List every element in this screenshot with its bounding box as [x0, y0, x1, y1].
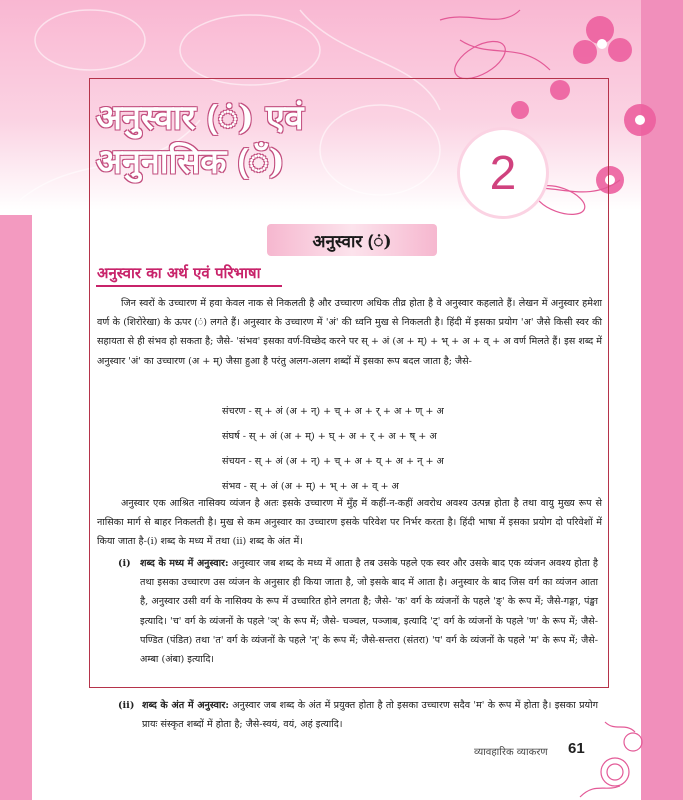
example-list [222, 399, 522, 499]
paragraph-usage: अनुस्वार एक आश्रित नासिक्य व्यंजन है अतः इसके उच्चारण में मुँह में कहीं-न-कहीं अवरोध अवश्य उत्पन्न होता है तथा वायु मुख्य रूप से नासिका मार्ग से बाहर निकलती है। मुख से कम अनुस्वार का उच्चारण इसके परिवेश पर निर्भर करता है। हिंदी भाषा में इसका प्रयोग दो परिवेशों में किया जाता है-(i) शब्द के मध्य में तथा (ii) शब्द के अंत में। [97, 498, 602, 548]
floral-footer-decoration [575, 712, 645, 800]
chapter-title [96, 96, 426, 184]
list-item-head: शब्द के अंत में अनुस्वार: [142, 700, 229, 711]
left-pink-band [0, 215, 32, 800]
chapter-title-line-1: अनुस्वार (ं) एवं [96, 98, 304, 138]
list-marker: (i) [118, 558, 131, 569]
list-item-head: शब्द के मध्य में अनुस्वार: [140, 558, 229, 569]
list-marker: (ii) [118, 700, 135, 711]
list-item-body [140, 554, 598, 669]
subsection-heading: अनुस्वार का अर्थ एवं परिभाषा [97, 264, 261, 282]
list-item-end [118, 696, 598, 736]
chapter-number-badge: 2 [460, 130, 546, 216]
list-item-middle [118, 554, 598, 694]
chapter-title-line-2: अनुनासिक (ँ) [96, 142, 285, 182]
list-item-body [142, 696, 598, 734]
section-heading: अनुस्वार (ं) [267, 224, 437, 256]
subsection-underline [96, 285, 282, 287]
page-number: 61 [568, 740, 585, 757]
footer-book-title: व्यावहारिक व्याकरण [474, 747, 548, 758]
example-line: संचरण - स् + अं (अ + न्) + च् + अ + र् + अ + ण् + अ [222, 406, 444, 417]
list-item-text: अनुस्वार जब शब्द के मध्य में आता है तब उसके पहले एक स्वर और उसके बाद एक व्यंजन अवश्य होता है तथा इसका उच्चारण उस व्यंजन के अनुसार ही किया जाता है, जो इसके बाद में आता है। अनुस्वार के बाद जिस वर्ग का व्यंजन आता है, अनुस्वार उसी वर्ग के नासिक्य के रूप में उच्चारित होने लगता है; जैसे- 'क' वर्ग के व्यंजनों के पहले 'ङ्' के रूप में; जैसे-गङ्गा, पंङ्खा इत्यादि। 'च' वर्ग के व्यंजनों के पहले 'ञ्' के रूप में; जैसे- चञ्चल, पञ्जाब, इत्यादि 'ट्' वर्ग के व्यंजनों के पहले 'ण' के रूप में; जैसे- पण्डित (पंडित) तथा 'त' वर्ग के व्यंजनों के पहले 'न्' के रूप में; जैसे-सन्तरा (संतरा) 'प' वर्ग के व्यंजनों के पहले 'म' के रूप में; जैसे- अम्बा (अंबा) इत्यादि। [140, 558, 599, 666]
list-item-text: अनुस्वार जब शब्द के अंत में प्रयुक्त होता है तो इसका उच्चारण सदैव 'म' के रूप में होता है। इसका प्रयोग प्रायः संस्कृत शब्दों में होता है; जैसे-स्वयं, वयं, अहं इत्यादि। [142, 700, 598, 731]
example-line: संचयन - स् + अं (अ + न्) + च् + अ + य् + अ + न् + अ [222, 456, 444, 467]
paragraph-definition: जिन स्वरों के उच्चारण में हवा केवल नाक से निकलती है और उच्चारण अधिक तीव्र होता है वे अनुस्वार कहलाते हैं। लेखन में अनुस्वार हमेशा वर्ण के (शिरोरेखा) के ऊपर (ं) लगते हैं। अनुस्वार के उच्चारण में 'अं' की ध्वनि मुख से निकलती है। हिंदी में इसका प्रयोग 'अ' जैसे किसी स्वर की सहायता से ही संभव हो सकता है; जैसे- 'संभव' इसका वर्ण-विच्छेद करने पर स् + अं (अ + म्) + भ् + अ + व् + अ वर्ण मिलते हैं। इस शब्द में अनुस्वार 'अं' का उच्चारण (अ + म्) जैसा हुआ है परंतु अलग-अलग शब्दों में इसका रूप बदल जाता है; जैसे- [97, 298, 602, 367]
example-line: संभव - स् + अं (अ + म्) + भ् + अ + व् + अ [222, 481, 399, 492]
example-line: संघर्ष - स् + अं (अ + म्) + घ् + अ + र् + अ + ष् + अ [222, 431, 437, 442]
